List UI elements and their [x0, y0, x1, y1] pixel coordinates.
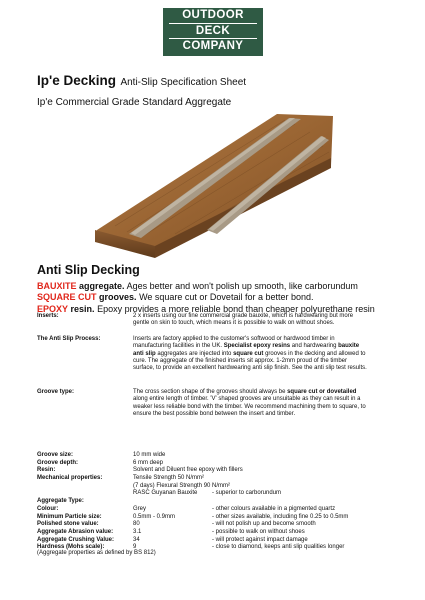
page-subtitle: Ip'e Commercial Grade Standard Aggregate	[37, 97, 232, 108]
logo-line-company: COMPANY	[182, 40, 244, 52]
spec-label: Groove type:	[37, 389, 75, 395]
feature-keyword-suffix: resin.	[70, 304, 95, 314]
title-product: Ip'e Decking	[37, 73, 116, 88]
section-heading: Anti Slip Decking	[37, 263, 140, 277]
feature-keyword-suffix: grooves.	[99, 292, 137, 302]
feature-text: Epoxy provides a more reliable bond than cheaper polyurethane resin	[97, 304, 375, 314]
feature-text: Ages better and won't polish up smooth, like carborundum	[126, 281, 358, 291]
feature-keyword: BAUXITE	[37, 281, 77, 291]
feature-keyword-suffix: aggregate.	[79, 281, 125, 291]
company-logo	[163, 8, 263, 56]
spec-label: The Anti Slip Process:	[37, 336, 101, 342]
feature-square-cut	[37, 292, 314, 302]
page-title	[37, 72, 246, 90]
feature-text: We square cut or Dovetail for a better bond.	[139, 292, 314, 302]
spec-value: Inserts are factory applied to the customer's softwood or hardwood timber in manufacturing facilities in the UK. Specialist epoxy resins and hardwearing bauxite anti slip aggregates are injected into square cut grooves in the decking and allowed to cure. The aggregate of the finished inserts sit approx. 1-2mm proud of the timber surface, to provide an excellent hardwearing anti slip finish. See the anti slip test results.	[133, 336, 367, 372]
spec-label: Inserts:	[37, 313, 59, 319]
spec-value: 2 x inserts using our fine commercial grade bauxite, which is hardwearing but more gentle on skin to touch, which means it is possible to walk on without shoes.	[133, 313, 354, 327]
title-doc-type: Anti-Slip Specification Sheet	[120, 77, 247, 88]
feature-bauxite	[37, 281, 358, 291]
logo-line-outdoor: OUTDOOR	[182, 9, 244, 21]
feature-keyword: SQUARE CUT	[37, 292, 97, 302]
decking-board-image	[95, 112, 335, 258]
spec-value: The cross section shape of the grooves should always be square cut or dovetailed along entire length of timber. 'V' shaped grooves are unsuitable as they can result in a weaker less reliable bond with the timber. We recommend machining them to square, to ensure the best possible bond between the insert and timber.	[133, 389, 366, 417]
feature-keyword: EPOXY	[37, 304, 69, 314]
footnote: (Aggregate properties as defined by BS 812)	[37, 550, 156, 556]
logo-line-deck: DECK	[169, 23, 257, 39]
